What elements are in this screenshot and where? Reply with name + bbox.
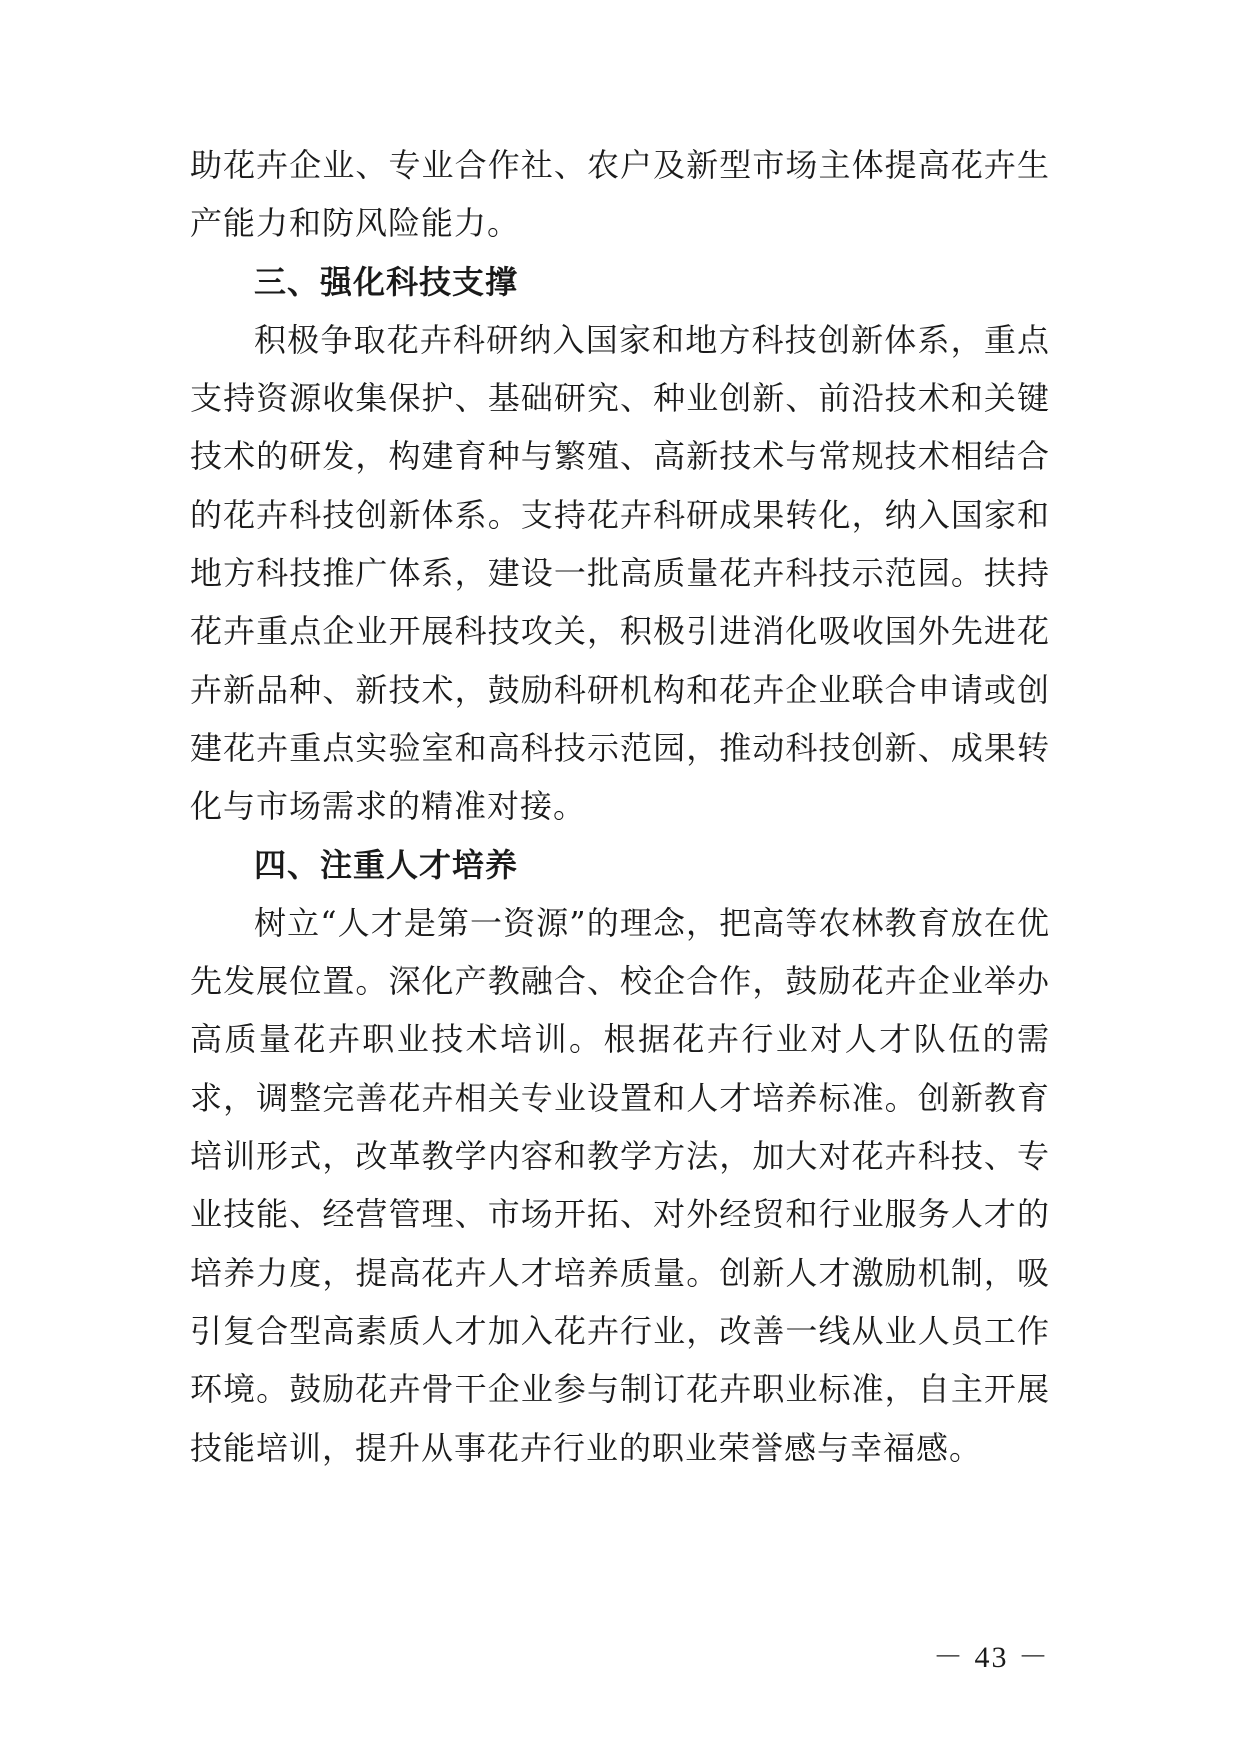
page-number: － 43 － (933, 1641, 1050, 1674)
paragraph-tech-support: 积极争取花卉科研纳入国家和地方科技创新体系，重点支持资源收集保护、基础研究、种业创新、前沿技术和关键技术的研发，构建育种与繁殖、高新技术与常规技术相结合的花卉科技创新体系。支持花卉科研成果转化，纳入国家和地方科技推广体系，建设一批高质量花卉科技示范园。扶持花卉重点企业开展科技攻关，积极引进消化吸收国外先进花卉新品种、新技术，鼓励科研机构和花卉企业联合申请或创建花卉重点实验室和高科技示范园，推动科技创新、成果转化与市场需求的精准对接。 (190, 320, 1050, 826)
body-text (190, 136, 1050, 1477)
paragraph-continuation: 助花卉企业、专业合作社、农户及新型市场主体提高花卉生产能力和防风险能力。 (190, 146, 1050, 243)
section-heading-4: 四、注重人才培养 (254, 845, 519, 884)
section-heading-3: 三、强化科技支撑 (254, 262, 519, 301)
paragraph-talent: 树立“人才是第一资源”的理念，把高等农林教育放在优先发展位置。深化产教融合、校企合作，鼓励花卉企业举办高质量花卉职业技术培训。根据花卉行业对人才队伍的需求，调整完善花卉相关专业设置和人才培养标准。创新教育培训形式，改革教学内容和教学方法，加大对花卉科技、专业技能、经营管理、市场开拓、对外经贸和行业服务人才的培养力度，提高花卉人才培养质量。创新人才激励机制，吸引复合型高素质人才加入花卉行业，改善一线从业人员工作环境。鼓励花卉骨干企业参与制订花卉职业标准，自主开展技能培训，提升从事花卉行业的职业荣誉感与幸福感。 (190, 903, 1050, 1467)
